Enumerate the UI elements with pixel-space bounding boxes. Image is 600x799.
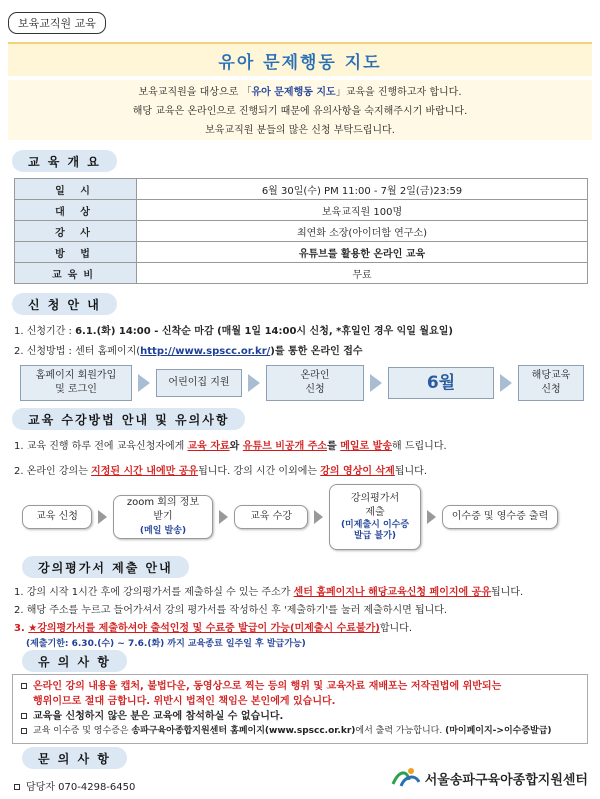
table-row	[15, 242, 588, 263]
overview-table	[14, 178, 588, 284]
intro-box	[8, 80, 592, 140]
section-overview: 교 육 개 요	[12, 150, 117, 172]
flow-step-signup: 홈페이지 회원가입 및 로그인	[20, 365, 132, 401]
table-row	[15, 179, 588, 200]
row-key: 대 상	[15, 200, 137, 221]
notice-box	[12, 674, 588, 744]
method-line-1: 1. 교육 진행 하루 전에 교육신청자에게 교육 자료와 유튜브 비공개 주소를 메일로 발송해 드립니다.	[14, 441, 447, 452]
arrow-right-icon	[248, 374, 260, 392]
flow-step-apply: 해당교육 신청	[518, 365, 584, 401]
flow-step-online: 온라인 신청	[266, 365, 364, 401]
center-logo	[391, 766, 588, 790]
square-bullet-icon	[21, 683, 27, 689]
flow-step-month: 6월	[388, 367, 494, 399]
row-value: 6월 30일(수) PM 11:00 - 7월 2일(금)23:59	[137, 179, 588, 200]
square-bullet-icon	[21, 713, 27, 719]
row-value: 무료	[137, 263, 588, 284]
arrow-right-icon	[98, 510, 107, 524]
square-bullet-icon	[14, 784, 20, 790]
flow-zoom-info: zoom 회의 정보 받기 (메일 발송)	[113, 495, 213, 539]
row-key: 방 법	[15, 242, 137, 263]
row-key: 일 시	[15, 179, 137, 200]
section-eval: 강의평가서 제출 안내	[22, 556, 189, 578]
section-method: 교육 수강방법 안내 및 유의사항	[12, 408, 245, 430]
center-logo-text: 서울송파구육아종합지원센터	[424, 772, 588, 788]
row-key: 강 사	[15, 221, 137, 242]
notice-item-2: 교육을 신청하지 않은 분은 교육에 참석하실 수 없습니다.	[21, 709, 579, 724]
course-flow	[22, 484, 558, 550]
method-line-2: 2. 온라인 강의는 지정된 시간 내에만 공유됩니다. 강의 시간 이외에는 강의 영상이 삭제됩니다.	[14, 466, 428, 477]
intro-line-2: 해당 교육은 온라인으로 진행되기 때문에 유의사항을 숙지해주시기 바랍니다.	[132, 106, 468, 117]
title-bar	[8, 42, 592, 76]
table-row	[15, 221, 588, 242]
row-value: 보육교직원 100명	[137, 200, 588, 221]
center-logo-icon	[391, 766, 421, 790]
arrow-right-icon	[427, 510, 436, 524]
category-tag: 보육교직원 교육	[8, 12, 106, 34]
intro-line-3: 보육교직원 분들의 많은 신청 부탁드립니다.	[205, 125, 395, 136]
row-value: 최연화 소장(아이더함 연구소)	[137, 221, 588, 242]
apply-flow	[20, 365, 584, 401]
notice-item-3: 교육 이수증 및 영수증은 송파구육아종합지원센터 홈페이지(www.spscc.or.kr)에서 출력 가능합니다. (마이페이지->이수증발급)	[21, 724, 579, 739]
eval-line-2: 2. 해당 주소를 누르고 들어가셔서 강의 평가서를 작성하신 후 '제출하기'를 눌러 제출하시면 됩니다.	[14, 605, 448, 616]
page-title: 유아 문제행동 지도	[218, 52, 382, 73]
eval-line-1: 1. 강의 시작 1시간 후에 강의평가서를 제출하실 수 있는 주소가 센터 홈페이지나 해당교육신청 페이지에 공유됩니다.	[14, 587, 524, 598]
arrow-right-icon	[370, 374, 382, 392]
flow-certificate: 이수증 및 영수증 출력	[442, 505, 558, 529]
section-apply: 신 청 안 내	[12, 293, 117, 315]
intro-line-1: 보육교직원을 대상으로 「유아 문제행동 지도」교육을 진행하고자 합니다.	[138, 87, 462, 98]
arrow-right-icon	[500, 374, 512, 392]
row-value: 유튜브를 활용한 온라인 교육	[137, 242, 588, 263]
table-row	[15, 263, 588, 284]
eval-line-3: 3. ★강의평가서를 제출하셔야 출석인정 및 수료증 발급이 가능(미제출시 수료불가)합니다.	[14, 623, 413, 634]
square-bullet-icon	[21, 728, 27, 734]
table-row	[15, 200, 588, 221]
homepage-link[interactable]: http://www.spscc.or.kr/	[140, 346, 271, 357]
eval-deadline: (제출기한: 6.30.(수) ~ 7.6.(화) 까지 교육종료 일주일 후 발급가능)	[26, 639, 306, 649]
section-notice: 유 의 사 항	[22, 650, 127, 672]
contact-line: 담당자 070-4298-6450	[14, 778, 135, 793]
apply-method: 2. 신청방법 : 센터 홈페이지(http://www.spscc.or.kr/)를 통한 온라인 접수	[14, 346, 363, 357]
flow-course-apply: 교육 신청	[22, 505, 92, 529]
arrow-right-icon	[219, 510, 228, 524]
flow-step-support: 어린이집 지원	[156, 369, 242, 397]
flow-course-take: 교육 수강	[234, 505, 308, 529]
row-key: 교육비	[15, 263, 137, 284]
flow-evaluation: 강의평가서 제출 (미제출시 이수증 발급 불가)	[329, 484, 421, 550]
arrow-right-icon	[138, 374, 150, 392]
notice-item-1-cont: 행위이므로 절대 금합니다. 위반시 법적인 책임은 본인에게 있습니다.	[33, 696, 336, 707]
notice-item-1: 온라인 강의 내용을 캡처, 불법다운, 동영상으로 찍는 등의 행위 및 교육자료 재배포는 저작권법에 위반되는	[21, 679, 579, 694]
section-contact: 문 의 사 항	[22, 747, 127, 769]
arrow-right-icon	[314, 510, 323, 524]
apply-period: 1. 신청기간 : 6.1.(화) 14:00 - 신착순 마감 (매월 1일 14:00시 신청, *휴일인 경우 익일 월요일)	[14, 326, 453, 337]
